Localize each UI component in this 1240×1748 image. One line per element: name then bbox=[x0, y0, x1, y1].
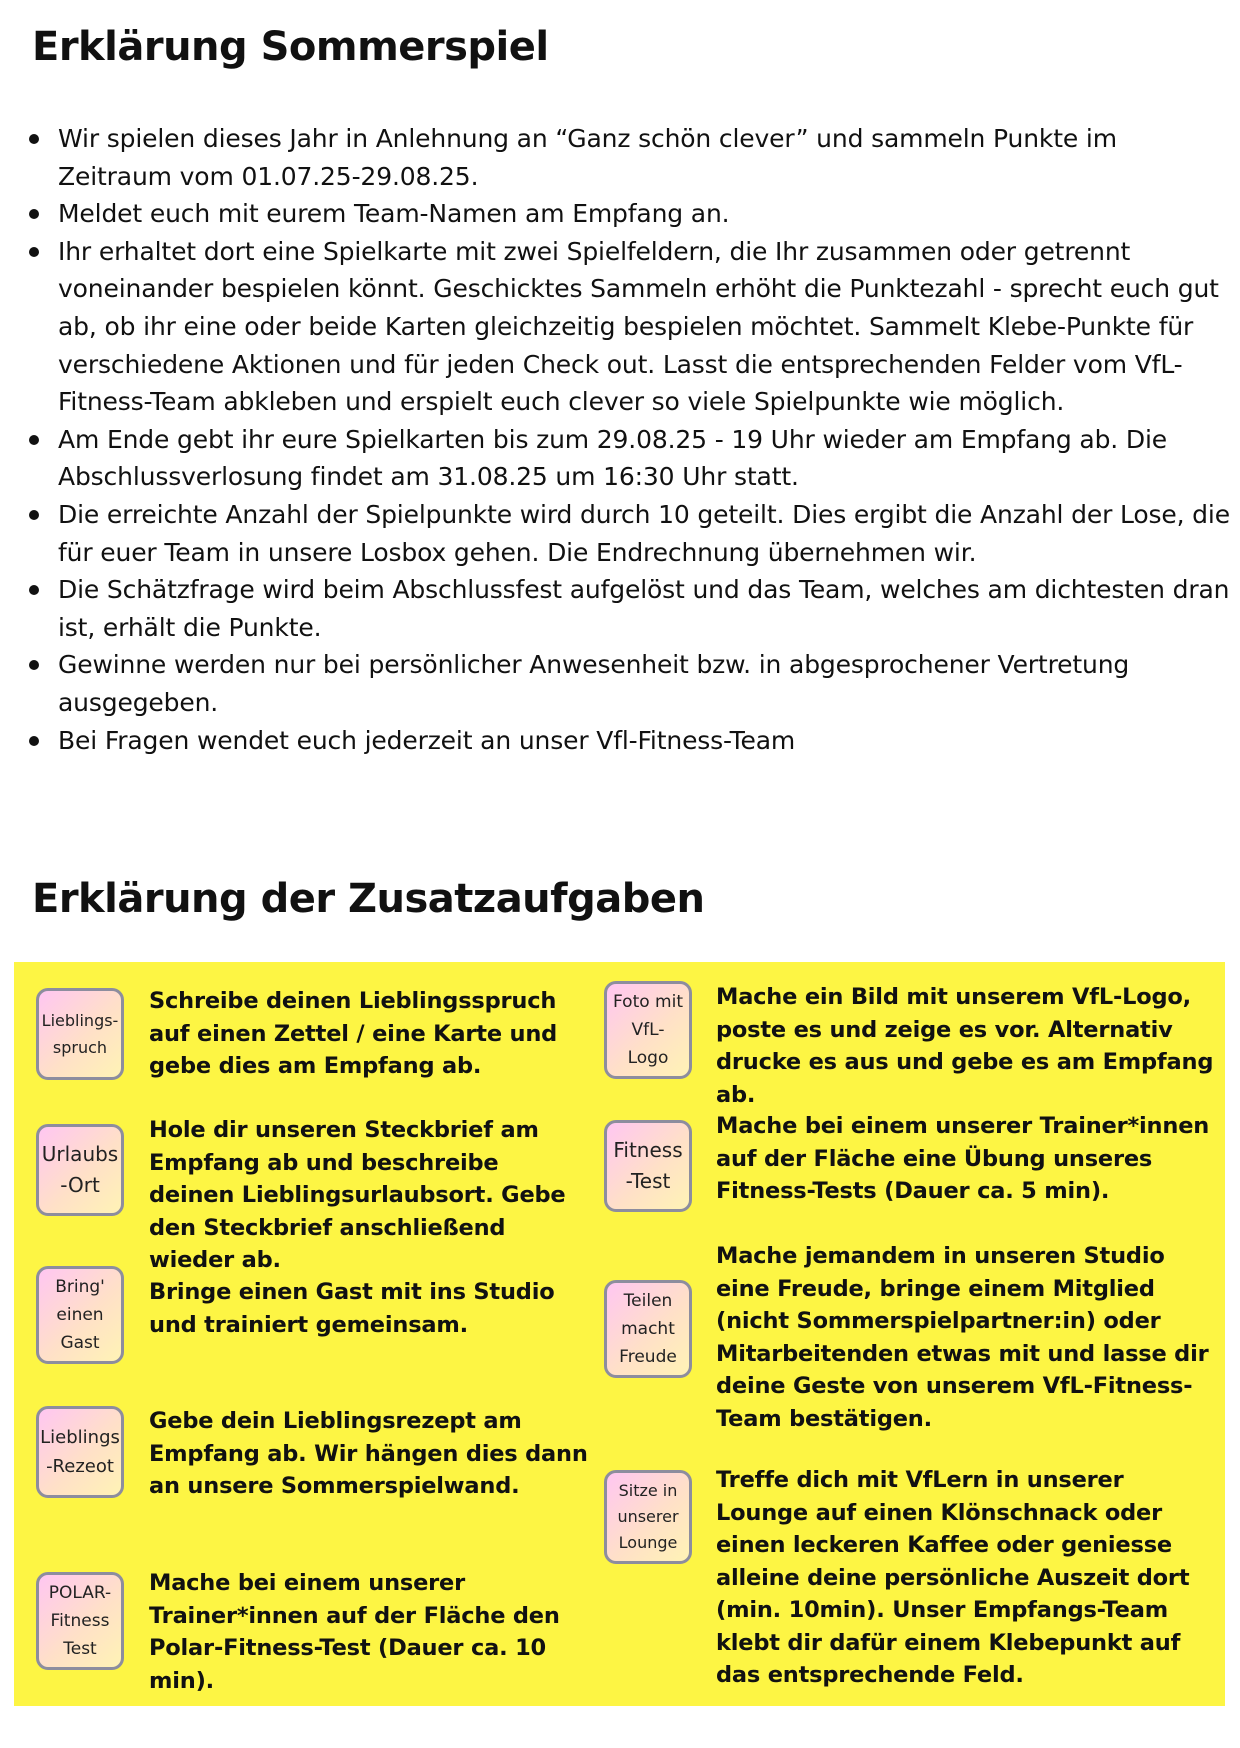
rule-item: Am Ende gebt ihr eure Spielkarten bis zum 29.08.25 - 19 Uhr wieder am Empfang ab. Die Abschlussverlosung findet am 31.08.25 um 16:30 Uhr statt. bbox=[26, 421, 1231, 496]
task-sitze-in-unserer-lounge: Treffe dich mit VfLern in unserer Lounge auf einen Klönschnack oder einen leckeren Kaffee oder geniesse alleine deine persönliche Auszeit dort (min. 10min). Unser Empfangs-Team klebt dir dafür einem Klebepunkt auf das entsprechende Feld. bbox=[716, 1467, 1190, 1688]
rule-item: Die Schätzfrage wird beim Abschlussfest aufgelöst und das Team, welches am dichtesten dran ist, erhält die Punkte. bbox=[26, 571, 1231, 646]
rule-item: Gewinne werden nur bei persönlicher Anwesenheit bzw. in abgesprochener Vertretung ausgegeben. bbox=[26, 646, 1231, 721]
badge-polar-fitness-test: POLAR- Fitness Test bbox=[36, 1572, 124, 1670]
badge-fitness-test: Fitness -Test bbox=[604, 1120, 692, 1212]
task-fitness-test: Mache bei einem unserer Trainer*innen auf der Fläche eine Übung unseres Fitness-Tests (Dauer ca. 5 min). bbox=[716, 1113, 1210, 1204]
task-lieblingsrezept: Gebe dein Lieblingsrezept am Empfang ab. Wir hängen dies dann an unsere Sommerspielwand. bbox=[149, 1408, 588, 1499]
section-title-sommerspiel: Erklärung Sommerspiel bbox=[32, 24, 549, 70]
rule-item: Bei Fragen wendet euch jederzeit an unser Vfl-Fitness-Team bbox=[26, 722, 1231, 760]
task-foto-mit-vfl-logo: Mache ein Bild mit unserem VfL-Logo, poste es und zeige es vor. Alternativ drucke es aus und gebe es am Empfang ab. bbox=[716, 984, 1214, 1108]
badge-teilen-macht-freude: Teilen macht Freude bbox=[604, 1280, 692, 1378]
rules-list bbox=[26, 120, 1231, 759]
badge-foto-mit-vfl-logo: Foto mit VfL- Logo bbox=[604, 981, 692, 1079]
task-polar-fitness-test: Mache bei einem unserer Trainer*innen auf der Fläche den Polar-Fitness-Test (Dauer ca. 10 min). bbox=[149, 1570, 560, 1694]
badge-bring-einen-gast: Bring' einen Gast bbox=[36, 1266, 124, 1364]
badge-lieblingsspruch: Lieblings- spruch bbox=[36, 988, 124, 1080]
rule-item: Meldet euch mit eurem Team-Namen am Empfang an. bbox=[26, 195, 1231, 233]
rule-item: Wir spielen dieses Jahr in Anlehnung an “Ganz schön clever” und sammeln Punkte im Zeitraum vom 01.07.25-29.08.25. bbox=[26, 120, 1231, 195]
task-lieblingsspruch: Schreibe deinen Lieblingsspruch auf einen Zettel / eine Karte und gebe dies am Empfang ab. bbox=[149, 988, 558, 1079]
section-title-zusatzaufgaben: Erklärung der Zusatzaufgaben bbox=[32, 876, 705, 922]
task-bring-einen-gast: Bringe einen Gast mit ins Studio und trainiert gemeinsam. bbox=[149, 1279, 555, 1338]
rule-item: Ihr erhaltet dort eine Spielkarte mit zwei Spielfeldern, die Ihr zusammen oder getrennt voneinander bespielen könnt. Geschicktes Sammeln erhöht die Punktezahl - sprecht euch gut ab, ob ihr eine oder beide Karten gleichzeitig bespielen möchtet. Sammelt Klebe-Punkte für verschiedene Aktionen und für jeden Check out. Lasst die entsprechenden Felder vom VfL-Fitness-Team abkleben und erspielt euch clever so viele Spielpunkte wie möglich. bbox=[26, 233, 1231, 421]
badge-lieblingsrezept: Lieblings -Rezeot bbox=[36, 1406, 124, 1498]
rule-item: Die erreichte Anzahl der Spielpunkte wird durch 10 geteilt. Dies ergibt die Anzahl der Lose, die für euer Team in unsere Losbox gehen. Die Endrechnung übernehmen wir. bbox=[26, 496, 1231, 571]
task-urlaubsort: Hole dir unseren Steckbrief am Empfang ab und beschreibe deinen Lieblingsurlaubsort. Gebe den Steckbrief anschließend wieder ab. bbox=[149, 1117, 566, 1273]
badge-sitze-in-unserer-lounge: Sitze in unserer Lounge bbox=[604, 1470, 692, 1564]
task-teilen-macht-freude: Mache jemandem in unseren Studio eine Freude, bringe einem Mitglied (nicht Sommerspielpartner:in) oder Mitarbeitenden etwas mit und lasse dir deine Geste von unserem VfL-Fitness-Team bestätigen. bbox=[716, 1243, 1209, 1432]
badge-urlaubsort: Urlaubs -Ort bbox=[36, 1124, 124, 1216]
